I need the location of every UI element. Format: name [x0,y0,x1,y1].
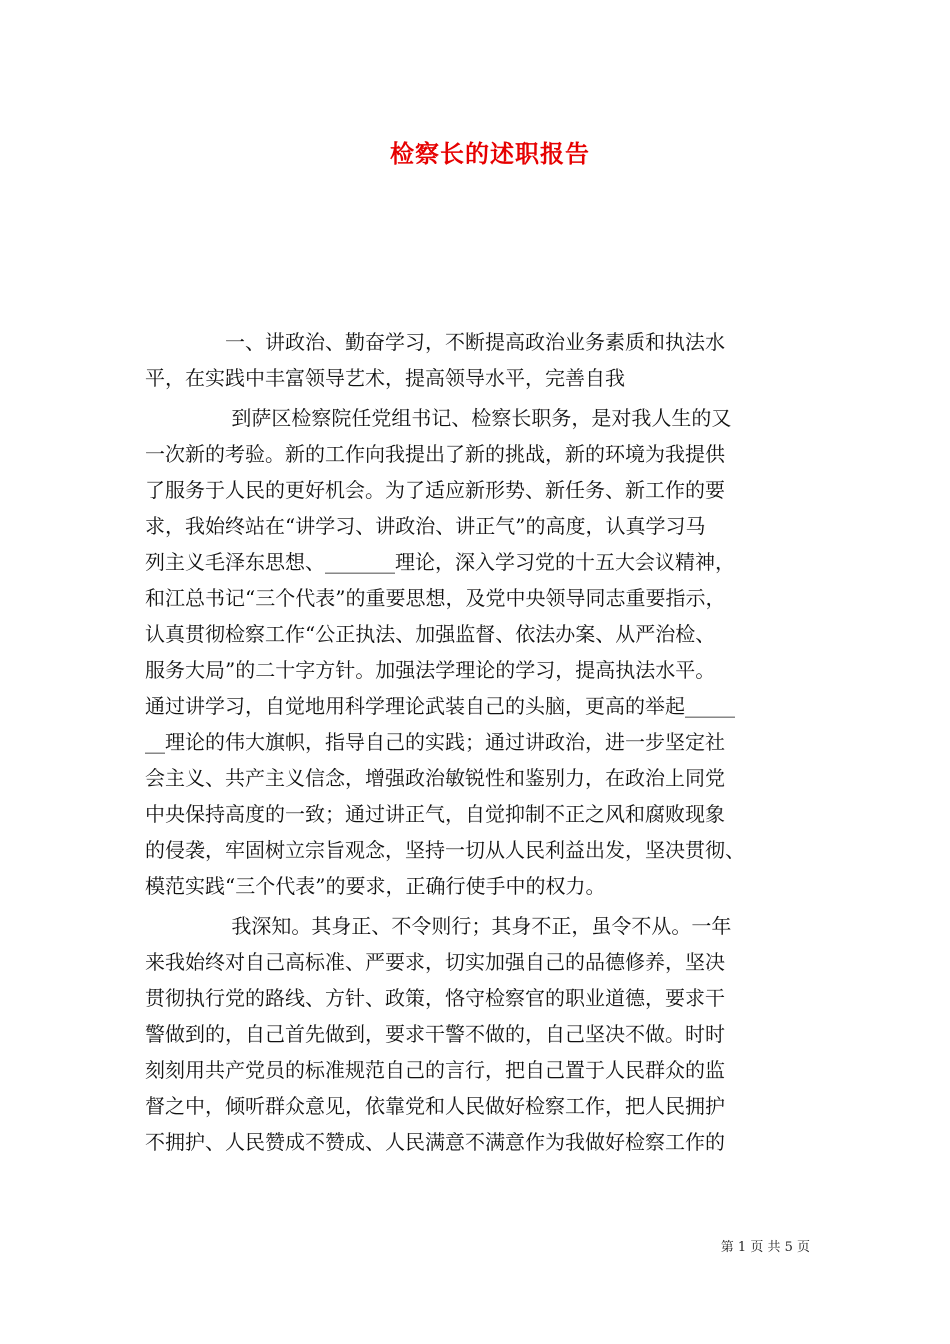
body-line: 服务大局”的二十字方针。加强法学理论的学习，提高执法水平。 [145,658,716,682]
body-line: 一、讲政治、勤奋学习，不断提高政治业务素质和执法水 [145,330,725,354]
body-line: 模范实践“三个代表”的要求，正确行使手中的权力。 [145,874,606,898]
body-line: 了服务于人民的更好机会。为了适应新形势、新任务、新工作的要 [145,478,725,502]
body-line: 求，我始终站在“讲学习、讲政治、讲正气”的高度，认真学习马 [145,514,706,538]
body-line: 通过讲学习，自觉地用科学理论武装自己的头脑，更高的举起_____ [145,694,735,718]
body-line: 列主义毛泽东思想、_______理论，深入学习党的十五大会议精神， [145,550,735,574]
body-line: 认真贯彻检察工作“公正执法、加强监督、依法办案、从严治检、 [145,622,716,646]
body-line: 和江总书记“三个代表”的重要思想，及党中央领导同志重要指示， [145,586,726,610]
body-line: 平，在实践中丰富领导艺术，提高领导水平，完善自我 [145,366,625,390]
body-line: 的侵袭，牢固树立宗旨观念，坚持一切从人民利益出发，坚决贯彻、 [145,838,745,862]
body-line: 不拥护、人民赞成不赞成、人民满意不满意作为我做好检察工作的 [145,1130,725,1154]
body-line: 会主义、共产主义信念，增强政治敏锐性和鉴别力，在政治上同党 [145,766,725,790]
body-line: 刻刻用共产党员的标准规范自己的言行，把自己置于人民群众的监 [145,1058,725,1082]
document-body [145,324,810,1160]
page-number-footer: 第 1 页 共 5 页 [720,1240,810,1255]
body-line: 警做到的，自己首先做到，要求干警不做的，自己坚决不做。时时 [145,1022,725,1046]
body-line: 中央保持高度的一致；通过讲正气，自觉抑制不正之风和腐败现象 [145,802,725,826]
body-line: 到萨区检察院任党组书记、检察长职务，是对我人生的又 [145,406,732,430]
body-line: 我深知。其身正、不令则行；其身不正，虽令不从。一年 [145,914,732,938]
document-title: 检察长的述职报告 [390,139,590,168]
body-line: 督之中，倾听群众意见，依靠党和人民做好检察工作，把人民拥护 [145,1094,725,1118]
body-line: __理论的伟大旗帜，指导自己的实践；通过讲政治，进一步坚定社 [145,730,725,754]
body-line: 一次新的考验。新的工作向我提出了新的挑战，新的环境为我提供 [145,442,725,466]
body-line: 来我始终对自己高标准、严要求，切实加强自己的品德修养，坚决 [145,950,725,974]
body-line: 贯彻执行党的路线、方针、政策，恪守检察官的职业道德，要求干 [145,986,725,1010]
